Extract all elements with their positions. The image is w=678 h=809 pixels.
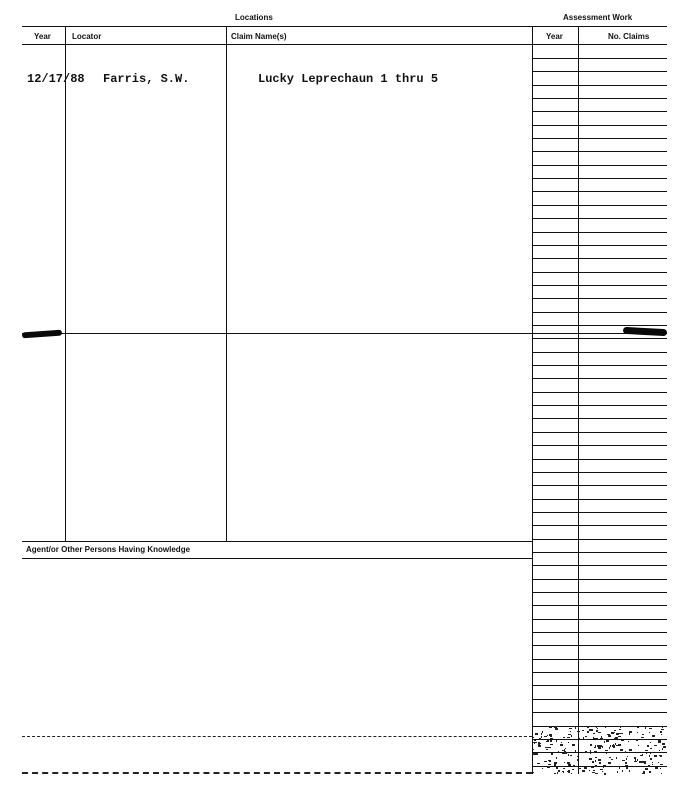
scan-speckle: [568, 734, 571, 735]
scan-speckle: [570, 755, 572, 756]
scan-speckle: [585, 736, 587, 737]
assessment-row-rule: [532, 405, 667, 406]
assessment-work-title: Assessment Work: [563, 13, 633, 22]
scan-speckle: [652, 764, 653, 765]
scan-speckle: [629, 731, 632, 733]
column-header-claim-names: Claim Name(s): [231, 32, 287, 41]
scan-speckle: [555, 728, 558, 730]
column-header-no-claims: No. Claims: [608, 32, 650, 41]
scan-speckle: [625, 751, 626, 753]
scan-speckle: [613, 744, 614, 745]
divider-locator-claims: [226, 26, 227, 541]
scan-speckle: [650, 748, 652, 749]
assessment-row-rule: [532, 445, 667, 446]
locations-title: Locations: [235, 13, 273, 22]
scan-speckle: [610, 745, 611, 747]
scan-speckle: [587, 726, 589, 728]
assessment-row-rule: [532, 552, 667, 553]
scan-speckle: [658, 762, 659, 763]
scan-speckle: [637, 732, 638, 733]
scan-speckle: [534, 740, 536, 741]
scan-speckle: [608, 735, 611, 737]
scan-speckle: [597, 745, 599, 747]
scan-speckle: [649, 771, 651, 773]
assessment-row-rule: [532, 205, 667, 206]
scan-speckle: [556, 757, 557, 759]
scan-speckle: [549, 726, 552, 728]
scan-speckle: [628, 741, 629, 742]
scan-speckle: [578, 768, 581, 769]
scan-speckle: [532, 749, 534, 750]
scan-speckle: [535, 753, 538, 755]
scan-speckle: [662, 748, 663, 750]
scan-speckle: [579, 738, 580, 739]
scan-speckle: [569, 728, 572, 729]
assessment-row-rule: [532, 565, 667, 566]
scan-speckle: [659, 750, 660, 751]
scan-speckle: [662, 743, 665, 745]
scan-speckle: [598, 732, 601, 733]
scan-speckle: [638, 745, 639, 746]
scan-speckle: [563, 768, 565, 769]
assessment-row-rule: [532, 592, 667, 593]
assessment-row-rule: [532, 632, 667, 633]
scan-speckle: [589, 770, 590, 771]
assessment-row-rule: [532, 312, 667, 313]
scan-speckle: [645, 768, 648, 770]
scan-speckle: [641, 737, 644, 738]
scan-speckle: [572, 744, 575, 746]
scan-speckle: [619, 767, 620, 768]
scan-speckle: [554, 762, 557, 764]
assessment-row-rule: [532, 699, 667, 700]
assessment-row-rule: [532, 191, 667, 192]
scan-speckle: [532, 772, 534, 773]
scan-speckle: [591, 767, 593, 768]
assessment-row-rule: [532, 525, 667, 526]
scan-speckle: [602, 746, 603, 748]
scan-speckle: [643, 771, 645, 773]
scan-speckle: [616, 733, 619, 735]
scan-speckle: [550, 744, 553, 745]
scan-speckle: [570, 731, 571, 732]
scan-speckle: [584, 767, 587, 769]
scan-speckle: [619, 729, 621, 730]
scan-speckle: [614, 730, 615, 731]
scan-speckle: [558, 751, 559, 752]
scan-speckle: [605, 727, 606, 728]
scan-speckle: [556, 767, 558, 769]
column-header-year: Year: [34, 32, 51, 41]
scan-speckle: [544, 736, 547, 737]
scan-speckle: [634, 757, 636, 759]
assessment-row-rule: [532, 285, 667, 286]
assessment-row-rule: [532, 499, 667, 500]
assessment-row-rule: [532, 325, 667, 326]
scan-speckle: [537, 763, 540, 764]
scan-speckle: [645, 750, 648, 751]
assessment-row-rule: [532, 258, 667, 259]
scan-speckle: [662, 726, 663, 728]
assessment-row-rule: [532, 218, 667, 219]
scan-speckle: [649, 755, 650, 757]
scan-speckle: [565, 748, 566, 749]
scan-speckle: [629, 749, 632, 751]
scan-speckle: [584, 739, 586, 740]
scan-speckle: [634, 761, 637, 762]
assessment-row-rule: [532, 272, 667, 273]
scan-speckle: [642, 773, 645, 774]
assessment-row-rule: [532, 165, 667, 166]
scan-speckle: [547, 740, 549, 742]
scan-speckle: [596, 738, 598, 740]
scan-speckle: [594, 747, 596, 748]
scan-speckle: [654, 755, 657, 757]
assessment-row-rule: [532, 125, 667, 126]
scan-speckle: [620, 749, 623, 751]
scan-speckle: [557, 772, 558, 774]
scan-speckle: [650, 758, 652, 760]
scan-speckle: [550, 736, 552, 737]
assessment-row-rule: [532, 392, 667, 393]
scan-speckle: [626, 758, 627, 760]
assessment-row-rule: [532, 432, 667, 433]
scan-speckle: [599, 745, 602, 747]
assessment-row-rule: [532, 672, 667, 673]
bottom-dashed-line-1: [22, 736, 532, 737]
scan-speckle: [605, 750, 608, 751]
scan-speckle: [660, 768, 661, 769]
scan-speckle: [542, 732, 543, 733]
scan-speckle: [552, 754, 553, 755]
assessment-row-rule: [532, 232, 667, 233]
scan-speckle: [604, 773, 606, 775]
scan-speckle: [609, 747, 610, 749]
scan-speckle: [597, 728, 598, 729]
scan-speckle: [643, 761, 646, 763]
scan-speckle: [617, 771, 618, 773]
assessment-row-rule: [532, 98, 667, 99]
scan-speckle: [582, 730, 584, 731]
scan-speckle: [582, 770, 585, 772]
scan-speckle: [660, 764, 663, 765]
scan-speckle: [609, 757, 611, 758]
assessment-row-rule: [532, 378, 667, 379]
scan-speckle: [554, 764, 556, 766]
scan-speckle: [561, 742, 562, 743]
scan-speckle: [589, 759, 592, 760]
agent-section-bottom-rule: [22, 558, 532, 559]
scan-speckle: [573, 765, 575, 767]
assessment-row-rule: [532, 579, 667, 580]
assessment-row-rule: [532, 85, 667, 86]
scan-speckle: [652, 762, 653, 763]
scan-speckle: [538, 742, 540, 744]
assessment-row-rule: [532, 58, 667, 59]
scan-speckle: [594, 751, 597, 752]
scan-speckle: [600, 769, 603, 770]
scan-speckle: [595, 760, 596, 762]
scan-speckle: [658, 726, 659, 727]
scan-speckle: [618, 736, 621, 737]
scan-speckle: [647, 745, 649, 747]
scan-speckle: [550, 740, 552, 742]
assessment-rows: [532, 0, 667, 809]
scan-speckle: [532, 753, 535, 755]
scan-speckle: [661, 773, 662, 774]
scan-speckle: [655, 767, 658, 769]
assessment-row-rule: [532, 472, 667, 473]
scan-speckle: [637, 759, 638, 761]
scan-speckle: [538, 745, 541, 747]
scan-speckle: [596, 730, 598, 732]
scan-speckle: [587, 752, 588, 753]
scan-speckle: [658, 741, 661, 743]
divider-year-locator: [65, 26, 66, 541]
scan-speckle: [615, 737, 618, 739]
scan-speckle: [593, 733, 595, 734]
scan-speckle: [608, 762, 611, 764]
scan-speckle: [637, 727, 639, 728]
scan-speckle: [546, 749, 548, 750]
scan-speckle: [636, 739, 638, 741]
scan-speckle: [597, 752, 598, 753]
scan-noise-band: [532, 726, 667, 776]
scan-speckle: [592, 761, 594, 763]
scan-speckle: [619, 733, 622, 734]
assessment-row-rule: [532, 619, 667, 620]
scan-speckle: [590, 744, 592, 746]
assessment-row-rule: [532, 459, 667, 460]
assessment-row-rule: [532, 298, 667, 299]
scan-speckle: [627, 756, 628, 757]
scan-speckle: [568, 742, 569, 743]
assessment-row-rule: [532, 485, 667, 486]
scan-speckle: [577, 759, 579, 761]
scan-speckle: [613, 746, 615, 748]
scan-speckle: [603, 766, 604, 768]
scan-speckle: [616, 757, 617, 759]
scan-speckle: [568, 764, 571, 766]
scan-speckle: [648, 765, 650, 767]
assessment-row-rule: [532, 712, 667, 713]
scan-speckle: [625, 726, 626, 727]
scan-speckle: [642, 734, 644, 735]
assessment-row-rule: [532, 659, 667, 660]
scan-speckle: [577, 731, 580, 732]
scan-speckle: [544, 761, 547, 762]
scan-speckle: [614, 732, 615, 733]
scan-speckle: [562, 771, 564, 772]
scan-speckle: [663, 746, 666, 748]
scan-speckle: [567, 737, 570, 738]
scan-speckle: [622, 760, 625, 761]
entry-locator: Farris, S.W.: [103, 72, 190, 86]
assessment-row-rule: [532, 418, 667, 419]
scan-speckle: [629, 770, 630, 772]
scan-speckle: [660, 755, 662, 757]
ink-smudge-left: [22, 330, 62, 339]
scan-speckle: [639, 761, 642, 763]
scan-speckle: [593, 738, 596, 739]
scan-speckle: [593, 770, 595, 771]
scan-speckle: [568, 772, 570, 773]
scan-speckle: [585, 751, 587, 753]
scan-speckle: [629, 733, 630, 735]
assessment-row-rule: [532, 178, 667, 179]
scan-speckle: [548, 747, 551, 748]
scan-speckle: [540, 743, 541, 744]
scan-speckle: [595, 757, 597, 758]
assessment-row-rule: [532, 111, 667, 112]
assessment-row-rule: [532, 151, 667, 152]
scan-speckle: [577, 756, 578, 757]
scan-speckle: [650, 742, 651, 743]
scan-speckle: [652, 735, 655, 737]
scan-speckle: [592, 752, 595, 753]
scan-speckle: [575, 750, 576, 752]
scan-speckle: [549, 734, 552, 736]
scan-speckle: [564, 762, 565, 763]
assessment-row-rule: [532, 352, 667, 353]
scan-speckle: [542, 731, 543, 732]
scan-speckle: [571, 773, 572, 774]
scan-speckle: [542, 768, 543, 769]
scan-speckle: [595, 773, 598, 774]
entry-claim-name: Lucky Leprechaun 1 thru 5: [258, 72, 439, 86]
scan-speckle: [589, 729, 590, 731]
scan-speckle: [571, 735, 572, 737]
scan-speckle: [606, 753, 607, 754]
assessment-row-rule: [532, 645, 667, 646]
scan-speckle: [568, 754, 569, 756]
scan-speckle: [556, 740, 557, 742]
scan-speckle: [533, 737, 534, 738]
scan-speckle: [661, 734, 662, 735]
scan-speckle: [642, 754, 643, 756]
scan-speckle: [606, 740, 609, 742]
scan-speckle: [547, 766, 550, 768]
scan-speckle: [649, 728, 652, 729]
scan-speckle: [616, 745, 619, 746]
assessment-row-rule: [532, 71, 667, 72]
assessment-row-rule: [532, 685, 667, 686]
scan-speckle: [604, 741, 605, 743]
scan-speckle: [598, 747, 601, 749]
agent-section-label: Agent/or Other Persons Having Knowledge: [26, 545, 191, 554]
scan-speckle: [595, 765, 597, 767]
scan-speckle: [558, 770, 560, 772]
scan-speckle: [535, 733, 538, 735]
scan-speckle: [548, 764, 551, 765]
scan-speckle: [602, 771, 603, 772]
scan-speckle: [563, 737, 565, 738]
scan-speckle: [560, 744, 563, 746]
scan-speckle: [621, 740, 624, 741]
scan-speckle: [578, 742, 579, 744]
scan-speckle: [590, 729, 593, 731]
scan-speckle: [575, 727, 576, 729]
scan-speckle: [599, 762, 601, 764]
assessment-row-rule: [532, 138, 667, 139]
assessment-row-rule: [532, 338, 667, 339]
scan-speckle: [611, 759, 613, 760]
agent-section-top-rule: [22, 541, 532, 542]
scan-speckle: [547, 735, 548, 736]
scan-speckle: [649, 732, 650, 733]
scan-speckle: [564, 752, 567, 754]
scan-speckle: [600, 738, 603, 740]
scan-speckle: [620, 726, 622, 727]
scan-speckle: [578, 726, 579, 728]
scan-speckle: [598, 759, 601, 761]
assessment-row-rule: [532, 605, 667, 606]
scan-speckle: [587, 731, 589, 733]
assessment-row-rule: [532, 539, 667, 540]
scan-speckle: [554, 773, 556, 774]
scan-speckle: [646, 753, 647, 754]
scan-speckle: [625, 765, 628, 766]
scan-speckle: [562, 750, 565, 751]
entry-year: 12/17/88: [27, 72, 85, 86]
scan-speckle: [541, 733, 542, 735]
scan-speckle: [645, 727, 646, 729]
scan-speckle: [572, 769, 574, 770]
scan-speckle: [539, 738, 541, 740]
scan-speckle: [626, 767, 628, 769]
bottom-dashed-line-2: [22, 772, 532, 774]
scan-speckle: [661, 739, 662, 740]
scan-speckle: [590, 752, 591, 754]
scan-speckle: [554, 726, 557, 728]
column-header-locator: Locator: [72, 32, 102, 41]
scan-speckle: [593, 737, 594, 738]
scan-speckle: [650, 753, 651, 754]
scan-speckle: [661, 729, 664, 730]
scan-speckle: [596, 726, 597, 728]
scan-speckle: [534, 742, 535, 744]
assessment-row-rule: [532, 245, 667, 246]
scan-speckle: [549, 760, 551, 762]
scan-speckle: [625, 762, 627, 764]
scan-speckle: [550, 738, 553, 739]
scan-speckle: [603, 739, 605, 740]
scan-speckle: [545, 747, 548, 748]
scan-speckle: [660, 731, 662, 733]
assessment-row-rule: [532, 365, 667, 366]
assessment-row-rule: [532, 512, 667, 513]
scan-speckle: [622, 770, 623, 772]
column-header-assessment-year: Year: [546, 32, 563, 41]
scan-speckle: [654, 745, 657, 746]
scan-speckle: [541, 736, 542, 738]
